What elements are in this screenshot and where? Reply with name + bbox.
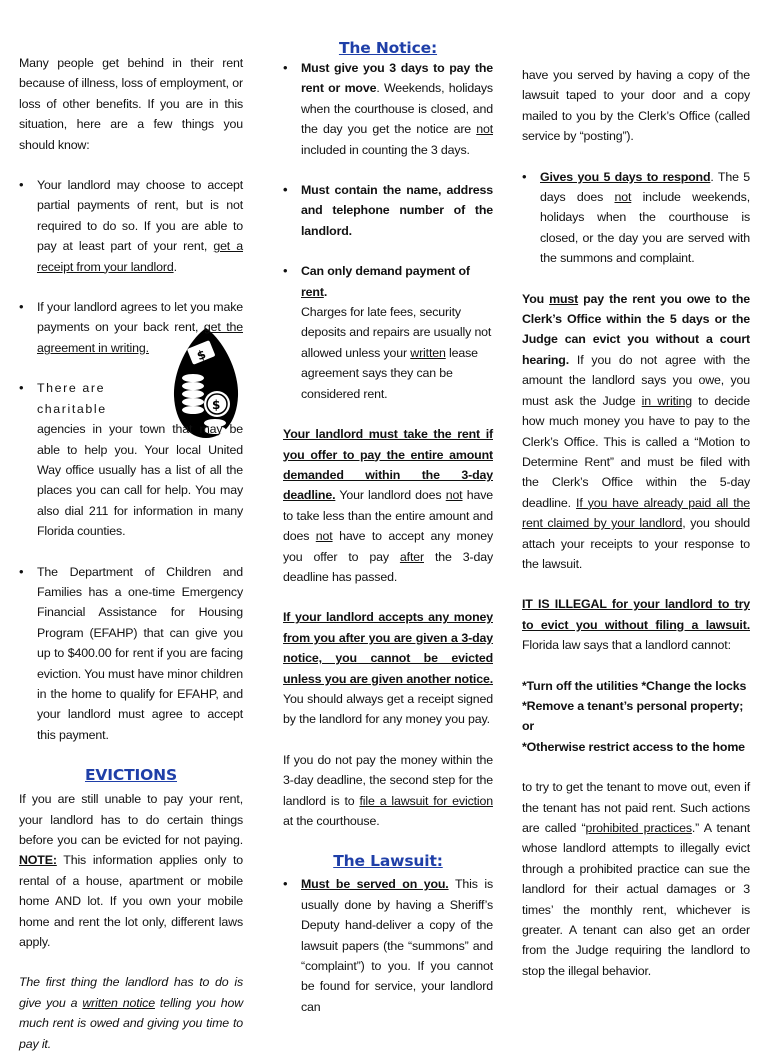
text: This is usually done by having a Sheriff’s Deputy hand-deliver a copy of the lawsuit papers (the “summons” and “complaint”) to you. If you cannot be found for service, your landlord can [301,877,493,1014]
column-left [19,0,243,1054]
no-pay-paragraph [283,750,493,832]
svg-text:$: $ [194,347,208,364]
bold-text: Can only demand payment of [301,264,470,279]
prohibited-item: *Turn off the utilities *Change the locks [522,678,747,693]
prohibited-practices-underlined: prohibited practices [585,821,692,835]
text: . The 5 days does [540,169,751,205]
note-label: NOTE: [19,853,57,868]
written-notice-underlined: written notice [82,995,155,1010]
bold-text: Must give you 3 days to pay the rent or move [301,61,493,96]
bold-underlined: If your landlord accepts any money from you after you are given a 3-day notice, you cannot be evicted unless you are given another notice. [283,610,493,686]
text: to try to get the tenant to move out, even if the tenant has not paid rent. Such actions are called “ [522,780,750,835]
written-underlined: written [410,345,446,360]
not-underlined: not [445,488,463,503]
text: If you do not pay the money within the 3-day deadline, the second step for the landlord is to [283,752,493,808]
text: Your landlord does [335,488,446,503]
bullet-partial-payments [19,175,243,277]
first-step-paragraph [19,972,243,1054]
bold-text: pay the rent you owe to the Clerk’s Office within the 5 days or the Judge can evict you without a court hearing. [522,291,750,367]
text: You should always get a receipt signed by the landlord for any money you pay. [283,691,493,727]
bullet-text: . Weekends, holidays when the courthouse is closed, and the day you get the notice are [301,81,493,137]
in-writing-underlined: in writing [641,393,692,408]
column-middle [283,0,493,1017]
prohibited-item: *Otherwise restrict access to the home [522,739,745,754]
text: the 3-day deadline has passed. [283,549,493,584]
agreement-underlined: get the agreement in writing. [37,320,243,355]
not-underlined: not [614,190,632,205]
illegal-paragraph [522,594,750,655]
bullet-text: agencies in your town that may be able to help you. Your local United Way office usually has a list of all the places you can call for help. You may also dial 211 for information in many Florida counties. [37,422,243,539]
bold-underlined: Must be served on you. [301,877,449,892]
notice-heading: The Notice: [338,39,438,57]
column-right [522,0,750,981]
bold-text: You [522,291,550,306]
bullet-text: Charges for late fees, security deposits and repairs are usually not allowed unless your [301,305,492,360]
already-paid-underlined: If you have already paid all the rent claimed by your landlord [522,495,750,531]
text: to decide how much money you have to pay to the Clerk’s Office. This is called a “Motion to Determine Rent” and must be filed with the Clerk’s Office within the 5-day deadline. [522,393,750,510]
text: have to accept any money you offer to pay [283,529,493,564]
continued-paragraph: have you served by having a copy of the lawsuit taped to your door and a copy mailed to you by the Clerk’s Office (called service by “posting”). [522,68,750,144]
bullet-text: If your landlord agrees to let you make payments on your back rent, [37,300,243,335]
bold-underlined: IT IS ILLEGAL for your landlord to try to evict you without filing a lawsuit. [522,597,750,632]
bullet-text-end: included in counting the 3 days. [301,142,470,157]
receipt-underlined: get a receipt from your landlord [37,239,243,274]
intro-paragraph: Many people get behind in their rent because of illness, loss of employment, or loss of other benefits. If you are in this situation, here are a few things you should know: [19,56,243,152]
bold-underlined: Your landlord must take the rent if you offer to pay the entire amount demanded within the 3-day deadline. [283,427,493,503]
evictions-paragraph [19,789,243,952]
first-text-2: telling you how much rent is owed and giving you time to pay it. [19,995,244,1051]
bullet-5-days [522,167,750,269]
lawsuit-bullet-served [283,874,493,1017]
not-underlined: not [476,122,493,137]
bullet-lead: • There are charitable [37,381,107,416]
accepts-money-paragraph [283,607,493,729]
text: Florida law says that a landlord cannot: [522,638,731,653]
text: , you should attach your receipts to your response to the lawsuit. [522,516,750,571]
must-underlined: must [549,291,579,306]
notice-bullet-3-days [283,58,493,160]
text: .” A tenant whose landlord attempts to illegally evict through a prohibited practice can sue the landlord for their actual damages or 3 times’ the monthly rent, whichever is greater. A tenant can also get an order from the Judge requiring the landlord to stop the illegal behavior. [522,821,750,978]
after-underlined: after [399,549,424,564]
lawsuit-heading: The Lawsuit: [333,852,443,871]
evictions-text: If you are still unable to pay your rent, your landlord has to do certain things before you can be evicted for not paying. [19,792,243,847]
evictions-text-2: This information applies only to rental of a house, apartment or mobile home AND lot. If you own your mobile home and rent the lot only, different laws apply. [19,853,243,950]
text: have to take less than the entire amount and does [283,488,493,544]
notice-bullet-contact: • Must contain the name, address and telephone number of the landlord. [283,180,493,241]
bullet-text: Your landlord may choose to accept partial payments of rent, but is not required to do so. If you are able to pay at least part of your rent, [37,178,243,254]
bold-text-end: . [323,284,328,299]
bullet-text-end: lease agreement says they can be considered rent. [301,345,478,401]
notice-bullet-rent-only [283,261,493,404]
first-text: The first thing the landlord has to do is give you a [19,975,243,1010]
svg-text:$: $ [212,398,221,412]
prohibited-practices-paragraph [522,777,750,981]
text: at the courthouse. [283,814,380,828]
bold-underlined: Gives you 5 days to respond [540,169,711,184]
bullet-text-end: . [173,259,177,274]
prohibited-item: *Remove a tenant’s personal property; or [522,698,744,734]
text: If you do not agree with the amount the landlord says you owe, you must ask the Judge [522,352,750,408]
lawsuit-underlined: file a lawsuit for eviction [359,793,493,808]
evictions-heading: EVICTIONS [84,766,178,785]
text: include weekends, holidays when the courthouse is closed, or the day you are served with the summons and complaint. [540,190,750,266]
bullet-charitable-agencies [19,378,243,541]
not-underlined: not [315,529,333,544]
prohibited-list [522,676,750,758]
bullet-payment-agreement [19,297,243,358]
must-pay-paragraph [522,289,750,575]
bullet-efahp: • The Department of Children and Families has a one-time Emergency Financial Assistance for Housing Program (EFAHP) that can give you up to $400.00 for rent if you are facing eviction. You must have minor children in the home to qualify for EFAHP, and your landlord must agree to accept this payment. [19,562,243,746]
take-rent-paragraph [283,424,493,587]
rent-underlined: rent [301,284,324,299]
